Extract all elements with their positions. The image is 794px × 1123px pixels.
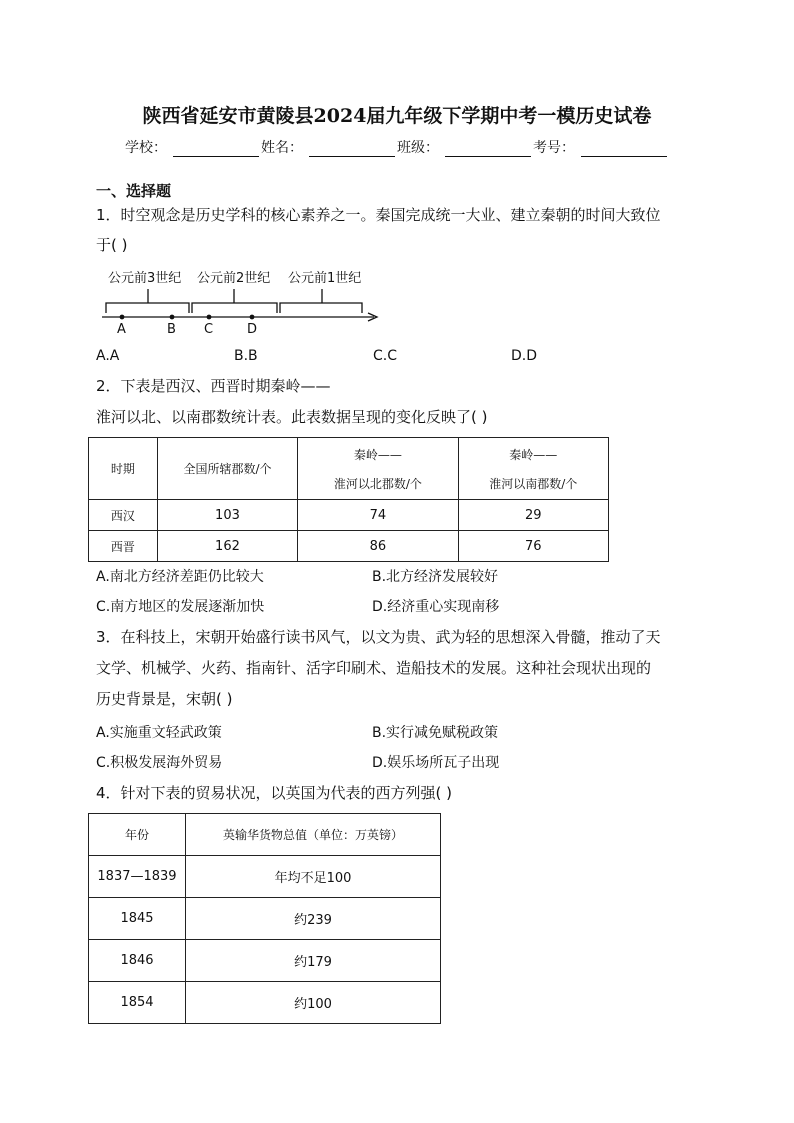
q1-timeline <box>96 265 386 340</box>
q3-option-a[interactable]: A.实施重文轻武政策 <box>96 725 222 741</box>
q3-text-line2: 文学、机械学、火药、指南针、活字印刷术、造船技术的发展。这种社会现状出现的 <box>96 659 652 677</box>
q2-cell-south: 29 <box>458 500 608 531</box>
q2-text-line1: 2．下表是西汉、西晋时期秦岭—— <box>96 377 331 395</box>
name-blank[interactable] <box>309 142 395 157</box>
q2-cell-period: 西汉 <box>89 500 158 531</box>
q2-header-period: 时期 <box>89 438 158 500</box>
q3-option-d[interactable]: D.娱乐场所瓦子出现 <box>372 755 500 771</box>
timeline-dot-d <box>250 315 255 320</box>
q1-text-line1: 1．时空观念是历史学科的核心素养之一。秦国完成统一大业、建立秦朝的时间大致位 <box>96 206 661 224</box>
q2-cell-north: 86 <box>298 531 458 562</box>
q3-option-c[interactable]: C.积极发展海外贸易 <box>96 755 223 771</box>
q1-option-b[interactable]: B.B <box>234 348 258 364</box>
class-label: 班级： <box>397 140 439 156</box>
school-label: 学校： <box>125 140 167 156</box>
q1-option-a[interactable]: A.A <box>96 348 120 364</box>
q4-cell-value: 约239 <box>186 898 441 940</box>
q2-option-a[interactable]: A.南北方经济差距仍比较大 <box>96 569 264 585</box>
timeline-dot-b <box>170 315 175 320</box>
q3-text-line1: 3．在科技上，宋朝开始盛行读书风气，以文为贵、武为轻的思想深入骨髓，推动了天 <box>96 628 661 646</box>
timeline-point-a: A <box>117 322 126 337</box>
timeline-label-3: 公元前1世纪 <box>288 271 362 286</box>
q4-cell-value: 约179 <box>186 940 441 982</box>
timeline-point-d: D <box>247 322 258 337</box>
number-blank[interactable] <box>581 142 667 157</box>
q3-option-b[interactable]: B.实行减免赋税政策 <box>372 725 499 741</box>
q3-text-line3: 历史背景是，宋朝( ) <box>96 690 233 708</box>
timeline-point-c: C <box>204 322 214 337</box>
class-blank[interactable] <box>445 142 531 157</box>
q4-cell-value: 约100 <box>186 982 441 1024</box>
q2-cell-north: 74 <box>298 500 458 531</box>
student-info-line <box>125 137 669 157</box>
timeline-point-b: B <box>167 322 176 337</box>
q2-header-north-line1: 秦岭—— <box>353 447 402 462</box>
q1-option-c[interactable]: C.C <box>373 348 398 364</box>
q2-cell-south: 76 <box>458 531 608 562</box>
section-heading: 一、选择题 <box>96 182 172 200</box>
q2-cell-period: 西晋 <box>89 531 158 562</box>
q2-option-c[interactable]: C.南方地区的发展逐渐加快 <box>96 599 265 615</box>
school-blank[interactable] <box>173 142 259 157</box>
q4-header-year: 年份 <box>89 814 186 856</box>
q1-text-line2: 于( ) <box>96 236 128 254</box>
q4-cell-year: 1854 <box>89 982 186 1024</box>
q2-header-north-line2: 淮河以北郡数/个 <box>333 476 422 491</box>
timeline-brace-3 <box>280 289 362 313</box>
q2-header-north <box>298 438 458 500</box>
timeline-label-1: 公元前3世纪 <box>108 271 182 286</box>
timeline-dot-a <box>120 315 125 320</box>
q2-header-south-line2: 淮河以南郡数/个 <box>489 476 578 491</box>
q4-table-header-row <box>89 814 441 856</box>
q2-header-south-line1: 秦岭—— <box>509 447 558 462</box>
q4-cell-value: 年均不足100 <box>186 856 441 898</box>
q4-cell-year: 1845 <box>89 898 186 940</box>
q2-option-b[interactable]: B.北方经济发展较好 <box>372 569 499 585</box>
q4-text-line1: 4．针对下表的贸易状况，以英国为代表的西方列强( ) <box>96 784 453 802</box>
timeline-brace-1 <box>106 289 189 313</box>
q2-header-south <box>458 438 608 500</box>
number-label: 考号： <box>533 140 575 156</box>
exam-title: 陕西省延安市黄陵县2024届九年级下学期中考一模历史试卷 <box>142 105 652 127</box>
timeline-dot-c <box>207 315 212 320</box>
table-row <box>89 898 441 940</box>
table-row <box>89 531 609 562</box>
q2-cell-total: 162 <box>157 531 297 562</box>
q4-cell-year: 1837—1839 <box>89 856 186 898</box>
name-label: 姓名： <box>261 140 303 156</box>
table-row <box>89 940 441 982</box>
timeline-label-2: 公元前2世纪 <box>197 271 271 286</box>
table-row <box>89 500 609 531</box>
q2-table <box>88 437 609 562</box>
q2-cell-total: 103 <box>157 500 297 531</box>
table-row <box>89 982 441 1024</box>
timeline-brace-2 <box>192 289 277 313</box>
q4-table <box>88 813 441 1024</box>
q2-text-line2: 淮河以北、以南郡数统计表。此表数据呈现的变化反映了( ) <box>96 408 488 426</box>
q4-cell-year: 1846 <box>89 940 186 982</box>
q2-table-header-row <box>89 438 609 500</box>
q2-header-total: 全国所辖郡数/个 <box>157 438 297 500</box>
table-row <box>89 856 441 898</box>
q4-header-value: 英输华货物总值（单位：万英镑） <box>186 814 441 856</box>
q2-option-d[interactable]: D.经济重心实现南移 <box>372 599 500 615</box>
q1-option-d[interactable]: D.D <box>511 348 538 364</box>
